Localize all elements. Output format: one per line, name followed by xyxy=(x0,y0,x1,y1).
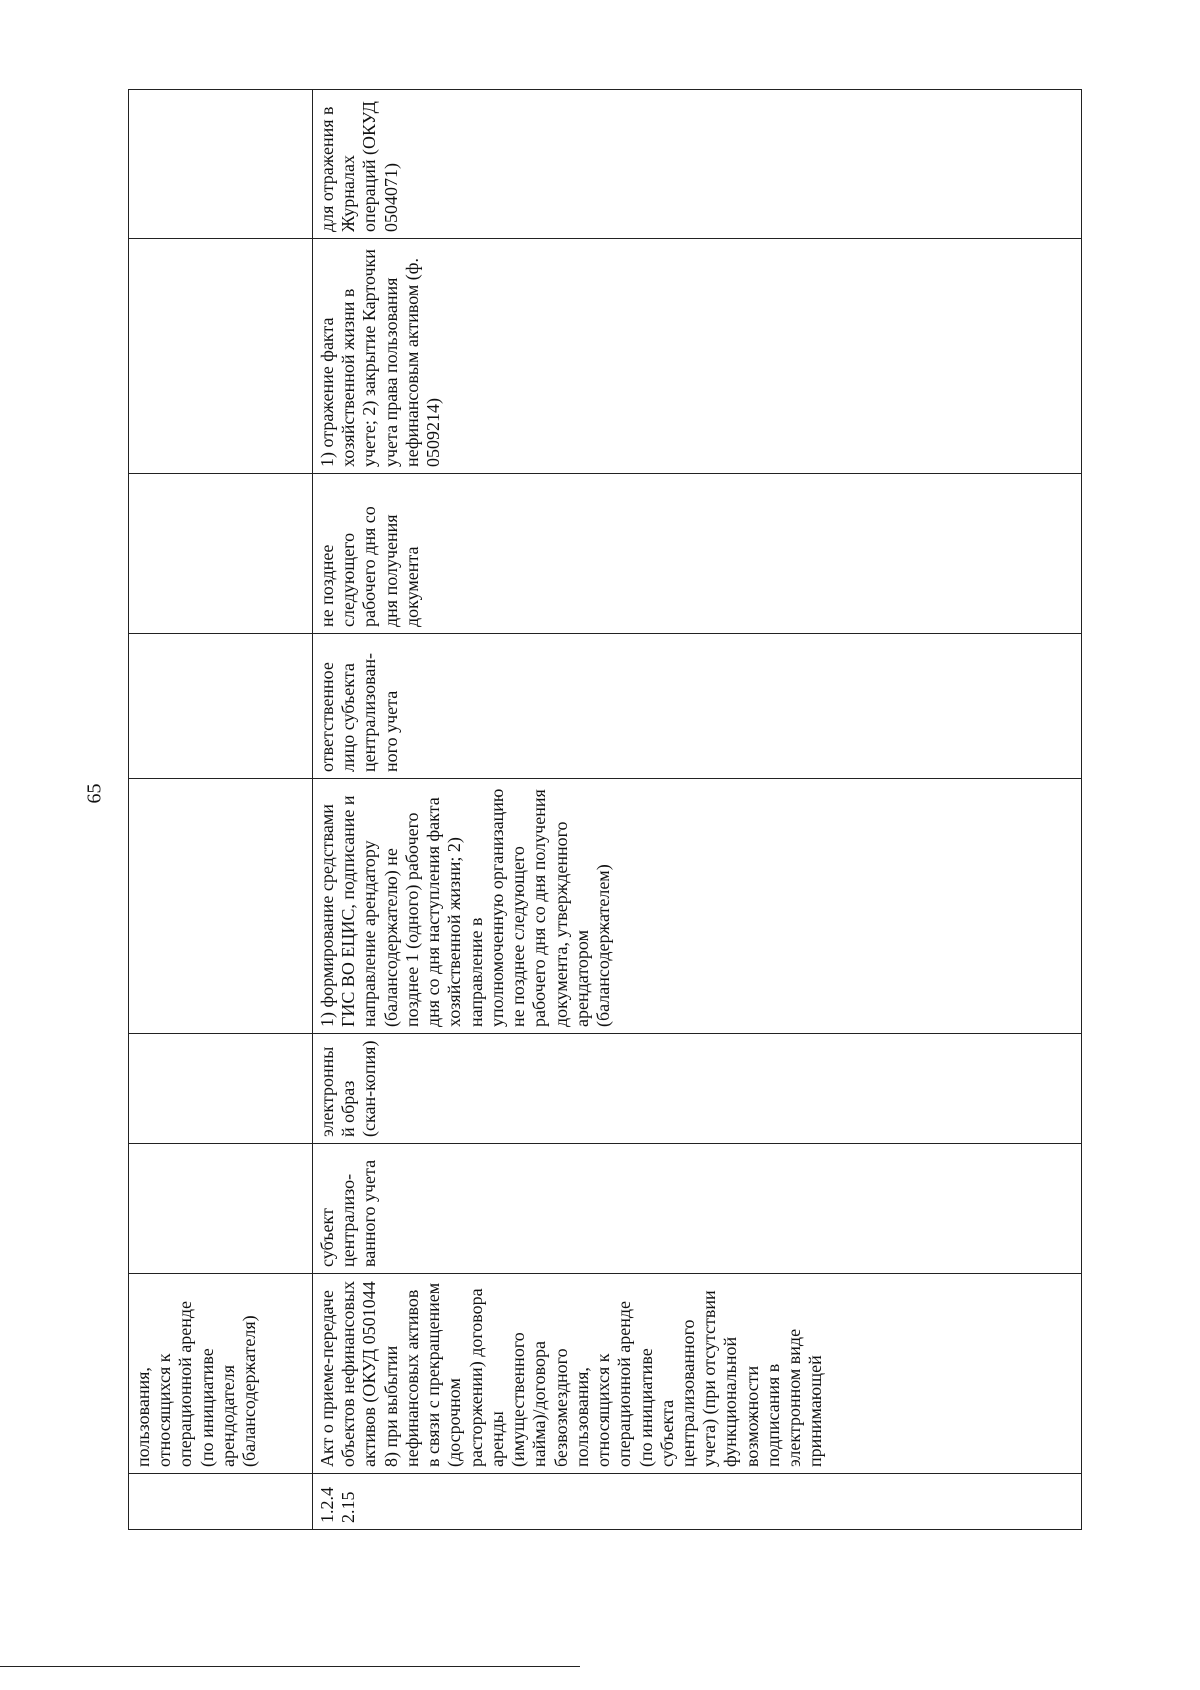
table-row-previous xyxy=(129,90,313,1530)
cell-code xyxy=(129,1474,313,1530)
cell-responsible xyxy=(129,634,313,779)
footer-divider xyxy=(0,1666,580,1667)
cell-form: электронный образ (скан-копия) xyxy=(313,1034,1082,1144)
cell-procedure xyxy=(129,779,313,1034)
table-row-1-2-42-15 xyxy=(313,90,1082,1530)
cell-creator: субъект централизо-ванного учета xyxy=(313,1144,1082,1274)
page-number: 65 xyxy=(83,783,106,804)
rotated-table-container xyxy=(128,90,1128,1530)
cell-creator xyxy=(129,1144,313,1274)
register-table xyxy=(128,89,1082,1530)
cell-purpose xyxy=(129,239,313,474)
cell-procedure: 1) формирование средствами ГИС ВО ЕЦИС, подписание и направление арендатору (балансодержателю) не позднее 1 (одного) рабочего дня со дня наступления факта хозяйственной жизни; 2) направление в уполномоченную организацию не позднее следующего рабочего дня со дня получения документа, утвержденного арендатором (балансодержателем) xyxy=(313,779,1082,1034)
cell-note xyxy=(129,90,313,239)
cell-form xyxy=(129,1034,313,1144)
cell-document-name: пользования, относящихся к операционной аренде (по инициативе арендодателя (балансодержателя) xyxy=(129,1274,313,1474)
cell-deadline: не позднее следующего рабочего дня со дня получения документа xyxy=(313,474,1082,634)
cell-note: для отражения в Журналах операций (ОКУД 0504071) xyxy=(313,90,1082,239)
cell-deadline xyxy=(129,474,313,634)
cell-document-name: Акт о приеме-передаче объектов нефинансовых активов (ОКУД 0501044 8) при выбытии нефинансовых активов в связи с прекращением (досрочном расторжении) договора аренды (имущественного найма)/договора безвозмездного пользования, относящихся к операционной аренде (по инициативе субъекта централизованного учета) (при отсутствии функциональной возможности подписания в электронном виде принимающей xyxy=(313,1274,1082,1474)
cell-responsible: ответственное лицо субъекта централизован-ного учета xyxy=(313,634,1082,779)
cell-purpose: 1) отражение факта хозяйственной жизни в учете; 2) закрытие Карточки учета права пользования нефинансовым активом (ф. 0509214) xyxy=(313,239,1082,474)
cell-code: 1.2.42.15 xyxy=(313,1474,1082,1530)
